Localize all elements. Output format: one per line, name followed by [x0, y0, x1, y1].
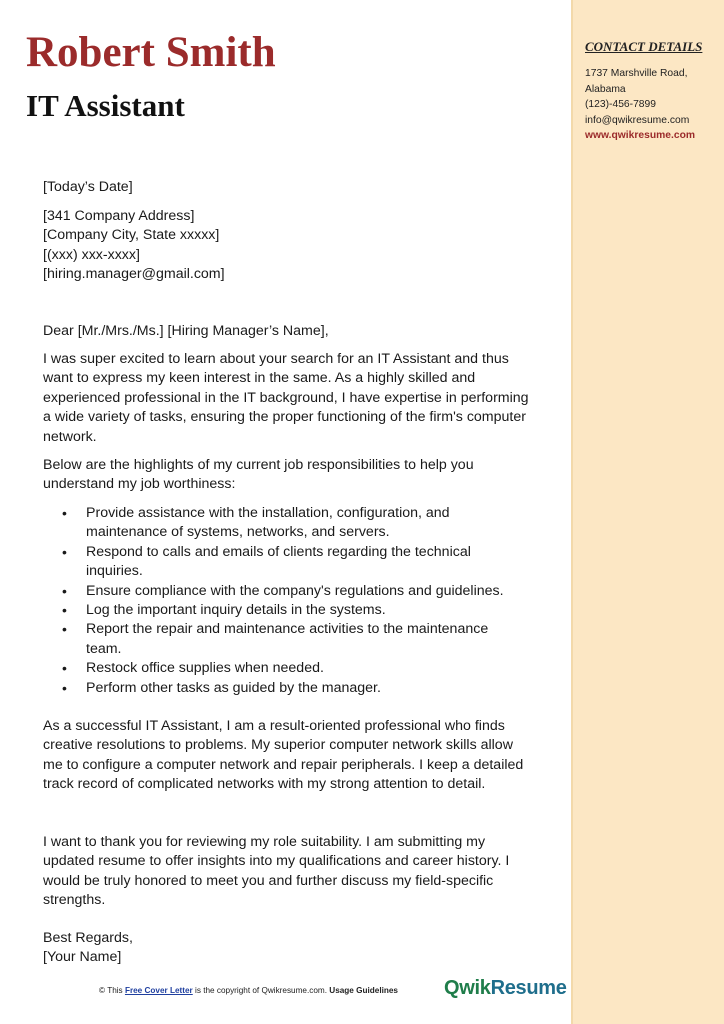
- recipient-line: [hiring.manager@gmail.com]: [43, 266, 225, 283]
- list-item: • Restock office supplies when needed.: [43, 659, 523, 678]
- recipient-line: [341 Company Address]: [43, 208, 195, 224]
- contact-website[interactable]: www.qwikresume.com: [585, 130, 696, 141]
- qwikresume-logo[interactable]: [444, 977, 567, 1000]
- list-item: • Provide assistance with the installation, configuration, and maintenance of systems, networks, and servers.: [43, 504, 523, 543]
- closing: Best Regards,: [43, 930, 133, 946]
- recipient-address: [43, 207, 543, 285]
- contact-phone: (123)-456-7899: [585, 99, 656, 110]
- recipient-line: [(xxx) xxx-xxxx]: [43, 246, 140, 263]
- contact-address-line1: 1737 Marshville Road,: [585, 68, 688, 79]
- intro-text: I was super excited to learn about your search for an IT Assistant and thus want to express my keen interest in the same. As a highly skilled and experienced professional in the IT background, I have expertise in performing a wide variety of tasks, ensuring the proper functioning of the firm's computer network.: [43, 351, 529, 445]
- contact-details: [585, 66, 719, 144]
- list-item: • Log the important inquiry details in the systems.: [43, 601, 523, 620]
- contact-sidebar: [573, 0, 724, 1024]
- closing-block: [43, 929, 543, 968]
- thanks-paragraph: [43, 833, 533, 911]
- skills-paragraph: [43, 717, 533, 795]
- copyright-icon: ©: [99, 986, 106, 995]
- contact-email[interactable]: info@qwikresume.com: [585, 114, 690, 126]
- contact-address-line2: Alabama: [585, 83, 626, 95]
- highlights-intro: [43, 456, 503, 495]
- thanks-text: I want to thank you for reviewing my role suitability. I am submitting my updated resume to offer insights into my qualifications and career history. I would be truly honored to meet you and further discuss my field-specific strengths.: [43, 834, 510, 909]
- job-title: IT Assistant: [26, 88, 185, 123]
- salutation: Dear [Mr./Mrs./Ms.] [Hiring Manager’s Name],: [43, 323, 329, 339]
- list-item: • Report the repair and maintenance activities to the maintenance team.: [43, 620, 523, 659]
- letter-date: [Today’s Date]: [43, 179, 133, 195]
- footer-this: This: [107, 986, 123, 995]
- skills-text: As a successful IT Assistant, I am a result-oriented professional who finds creative resolutions to problems. My superior computer network skills allow me to configure a computer network and repair peripherals. I keep a detailed track record of complicated networks with my strong attention to detail.: [43, 718, 524, 793]
- list-item: • Perform other tasks as guided by the manager.: [43, 679, 523, 698]
- recipient-line: [Company City, State xxxxx]: [43, 227, 220, 244]
- footer-copyright-text: is the copyright of Qwikresume.com.: [195, 986, 327, 995]
- free-cover-letter-link[interactable]: Free Cover Letter: [124, 986, 193, 995]
- applicant-name: Robert Smith: [26, 29, 276, 76]
- contact-heading: CONTACT DETAILS: [585, 39, 703, 54]
- list-item: • Respond to calls and emails of clients regarding the technical inquiries.: [43, 543, 523, 582]
- footer-copyright: [99, 986, 398, 995]
- responsibilities-list: [43, 504, 523, 698]
- intro-paragraph: [43, 350, 529, 447]
- brand-qwik: Qwik: [444, 977, 491, 999]
- brand-resume: Resume: [490, 977, 567, 999]
- usage-guidelines-link[interactable]: Usage Guidelines: [329, 986, 398, 995]
- list-item: • Ensure compliance with the company's regulations and guidelines.: [43, 582, 523, 601]
- highlights-intro-text: Below are the highlights of my current job responsibilities to help you understand my job worthiness:: [43, 457, 474, 493]
- signature: [Your Name]: [43, 949, 122, 966]
